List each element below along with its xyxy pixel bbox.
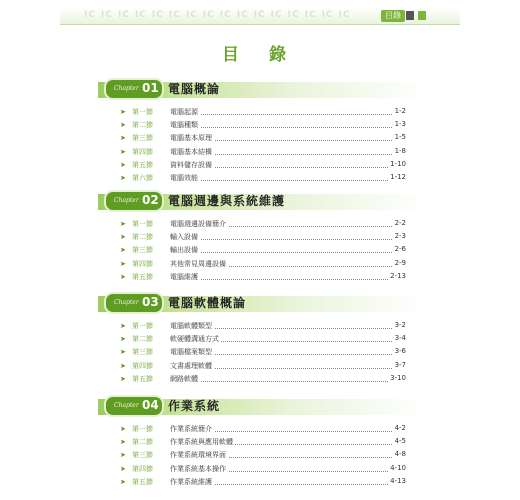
page-number: 1-10 [390,159,406,168]
section-title: 電腦維護 [170,272,198,281]
toc-entry[interactable] [98,423,426,436]
chapter-badge [104,190,164,212]
page-number: 3-7 [394,360,406,369]
header-square-icon [418,11,426,20]
section-number: 第五節 [132,477,153,486]
section-title: 輸入設備 [170,233,198,242]
chapter-block [98,395,426,489]
arrow-right-icon: ➤ [120,160,126,169]
toc-entry[interactable] [98,463,426,476]
ic-pattern-mark: IC [287,10,300,20]
page-number: 4-5 [394,437,406,446]
leader-dots [170,127,406,128]
section-title: 電腦週邊設備簡介 [170,220,226,228]
section-number: 第四節 [132,361,153,370]
ic-pattern-mark: IC [202,10,215,20]
section-title: 輸出設備 [170,246,198,255]
toc-entry[interactable] [98,218,426,231]
toc-entry[interactable] [98,159,426,172]
ic-pattern-mark: IC [270,10,283,20]
arrow-right-icon: ➤ [120,361,126,370]
arrow-right-icon: ➤ [120,451,126,460]
chapter-block [98,190,426,284]
section-title: 作業系統與應用軟體 [170,438,233,447]
arrow-right-icon: ➤ [120,477,126,486]
section-title: 電腦軟體類型 [170,322,212,330]
arrow-right-icon: ➤ [120,147,126,156]
arrow-right-icon: ➤ [120,173,126,182]
section-title: 電腦種類 [170,121,198,130]
section-number: 第二節 [132,438,153,447]
chapter-header[interactable] [98,190,426,212]
arrow-right-icon: ➤ [120,335,126,344]
section-number: 第四節 [132,464,153,473]
section-number: 第三節 [132,348,153,357]
section-title: 作業系統環境界面 [170,451,226,460]
arrow-right-icon: ➤ [120,464,126,473]
toc-entry[interactable] [98,436,426,449]
arrow-right-icon: ➤ [120,108,126,116]
ic-pattern-mark: IC [304,10,317,20]
header-square-icon [406,11,414,20]
chapter-badge [104,78,164,100]
page-number: 2-13 [390,271,406,280]
section-title: 電腦基本原理 [170,134,212,143]
toc-entry[interactable] [98,449,426,462]
ic-pattern-mark: IC [219,10,232,20]
toc-entry[interactable] [98,333,426,346]
chapter-word: Chapter [114,197,139,204]
leader-dots [170,180,406,181]
section-title: 作業系統簡介 [170,425,212,433]
page-number: 4-10 [390,463,406,472]
page-number: 4-2 [394,424,406,432]
page-number: 1-12 [390,172,406,181]
section-title: 電腦基本結構 [170,147,212,156]
ic-pattern-mark: IC [253,10,266,20]
chapter-word: Chapter [114,402,139,409]
toc-entry[interactable] [98,119,426,132]
chapter-title: 電腦週邊與系統維護 [168,194,286,208]
arrow-right-icon: ➤ [120,233,126,242]
chapter-block [98,78,426,185]
ic-pattern-mark: IC [151,10,164,20]
section-number: 第四節 [132,259,153,268]
arrow-right-icon: ➤ [120,322,126,330]
section-title: 軟硬體溝通方式 [170,335,219,344]
section-number: 第二節 [132,121,153,130]
page-number: 1-8 [394,146,406,155]
section-number: 第五節 [132,374,153,383]
section-number: 第一節 [132,322,153,330]
ic-pattern-mark: IC [168,10,181,20]
page-number: 3-2 [394,321,406,329]
section-number: 第二節 [132,233,153,242]
section-title: 網路軟體 [170,374,198,383]
section-title: 文書處理軟體 [170,361,212,370]
chapter-header[interactable] [98,395,426,417]
section-number: 第三節 [132,451,153,460]
toc-entry[interactable] [98,172,426,185]
arrow-right-icon: ➤ [120,246,126,255]
chapter-title: 電腦軟體概論 [168,296,247,310]
chapter-word: Chapter [114,85,139,92]
arrow-right-icon: ➤ [120,425,126,433]
section-title: 作業系統基本操作 [170,464,226,473]
leader-dots [170,279,406,280]
page-number: 4-8 [394,450,406,459]
chapter-title: 電腦概論 [168,82,221,96]
toc-entry[interactable] [98,132,426,145]
header-pattern [84,10,378,23]
section-title: 電腦起源 [170,108,198,116]
page-number: 1-5 [394,133,406,142]
section-title: 其他常見周邊設備 [170,259,226,268]
arrow-right-icon: ➤ [120,259,126,268]
section-number: 第五節 [132,272,153,281]
toc-entry[interactable] [98,271,426,284]
ic-pattern-mark: IC [236,10,249,20]
page-number: 2-6 [394,245,406,254]
ic-pattern-mark: IC [84,10,96,20]
chapter-block [98,292,426,386]
chapter-badge [104,395,164,417]
section-title: 資料儲存設備 [170,160,212,169]
page-number: 2-2 [394,219,406,227]
arrow-right-icon: ➤ [120,134,126,143]
toc-entry[interactable] [98,231,426,244]
toc-tag: 目錄 [381,10,405,22]
chapter-header[interactable] [98,292,426,314]
toc-entry[interactable] [98,360,426,373]
page-number: 3-10 [390,373,406,382]
page-title: 目 錄 [222,45,298,65]
section-number: 第一節 [132,220,153,228]
leader-dots [170,239,406,240]
chapter-header[interactable] [98,78,426,100]
chapter-title: 作業系統 [168,399,221,413]
chapter-number: 04 [142,398,159,412]
chapter-number: 02 [142,193,159,207]
arrow-right-icon: ➤ [120,272,126,281]
section-title: 電腦效能 [170,173,198,182]
toc-entry[interactable] [98,346,426,359]
section-number: 第四節 [132,147,153,156]
ic-pattern-mark: IC [185,10,198,20]
leader-dots [170,381,406,382]
toc-entry[interactable] [98,258,426,271]
arrow-right-icon: ➤ [120,374,126,383]
toc-entry[interactable] [98,106,426,119]
toc-entry[interactable] [98,244,426,257]
ic-pattern-mark: IC [338,10,351,20]
section-number: 第三節 [132,246,153,255]
section-number: 第一節 [132,425,153,433]
section-number: 第六節 [132,173,153,182]
section-title: 作業系統維護 [170,477,212,486]
toc-entry[interactable] [98,476,426,489]
arrow-right-icon: ➤ [120,438,126,447]
page-number: 3-6 [394,347,406,356]
leader-dots [170,252,406,253]
section-number: 第二節 [132,335,153,344]
ic-pattern-mark: IC [117,10,130,20]
page-number: 1-3 [394,120,406,129]
section-number: 第一節 [132,108,153,116]
page-number: 1-2 [394,107,406,115]
arrow-right-icon: ➤ [120,348,126,357]
section-title: 電腦檔案類型 [170,348,212,357]
page-number: 2-9 [394,258,406,267]
toc-entry[interactable] [98,320,426,333]
arrow-right-icon: ➤ [120,220,126,228]
leader-dots [170,114,406,115]
chapter-word: Chapter [114,299,139,306]
toc-entry[interactable] [98,373,426,386]
chapter-badge [104,292,164,314]
section-number: 第三節 [132,134,153,143]
toc-entry[interactable] [98,146,426,159]
page-number: 4-13 [390,476,406,485]
chapter-number: 01 [142,81,159,95]
section-number: 第五節 [132,160,153,169]
ic-pattern-mark: IC [321,10,334,20]
ic-pattern-mark: IC [134,10,147,20]
arrow-right-icon: ➤ [120,121,126,130]
chapter-number: 03 [142,295,159,309]
page-number: 3-4 [394,334,406,343]
ic-pattern-mark: IC [100,10,113,20]
page-number: 2-3 [394,232,406,241]
